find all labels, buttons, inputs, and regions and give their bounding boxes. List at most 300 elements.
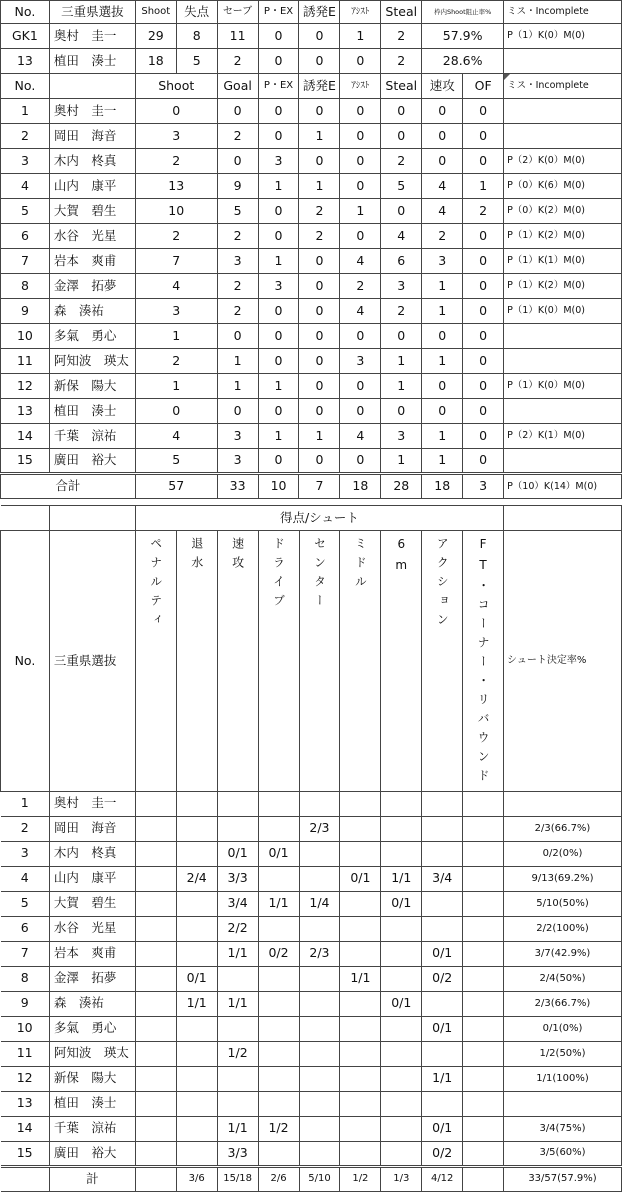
totals-fastbreak: 18 <box>422 474 463 499</box>
player-of: 0 <box>463 249 504 274</box>
shot-row <box>1 791 622 816</box>
totals-miss: P（10）K(14）M(0) <box>504 474 622 499</box>
header-shoot: Shoot <box>135 1 176 24</box>
player-steal: 4 <box>381 224 422 249</box>
shot-cell <box>340 991 381 1016</box>
shot-cell <box>422 816 463 841</box>
shot-name: 阿知波 瑛太 <box>49 1041 135 1066</box>
blank-cell <box>504 506 622 531</box>
player-name: 木内 柊真 <box>49 149 135 174</box>
totals-shoot: 57 <box>135 474 217 499</box>
shot-cell <box>135 966 176 991</box>
shot-row <box>1 816 622 841</box>
player-induce: 0 <box>299 249 340 274</box>
player-fastbreak: 0 <box>422 149 463 174</box>
player-induce: 1 <box>299 124 340 149</box>
header-no: No. <box>1 1 50 24</box>
shot-column-header <box>381 531 422 792</box>
shot-cell <box>135 866 176 891</box>
shot-total-row <box>1 1166 622 1191</box>
gk-induce: 0 <box>299 49 340 74</box>
player-fastbreak: 0 <box>422 399 463 424</box>
shot-name: 森 湊祐 <box>49 991 135 1016</box>
gk-conceded: 5 <box>176 49 217 74</box>
shot-cell <box>299 791 340 816</box>
shot-cell: 0/2 <box>422 1141 463 1166</box>
shot-total-rate: 33/57(57.9%) <box>504 1166 622 1191</box>
shot-cell <box>463 816 504 841</box>
gk-block-rate: 57.9% <box>422 24 504 49</box>
player-row <box>1 299 622 324</box>
player-no: 4 <box>1 174 50 199</box>
player-no: 15 <box>1 449 50 474</box>
player-of: 0 <box>463 424 504 449</box>
gk-no: 13 <box>1 49 50 74</box>
player-of: 0 <box>463 374 504 399</box>
player-name: 山内 康平 <box>49 174 135 199</box>
shot-cell <box>381 1041 422 1066</box>
shot-cell <box>463 1091 504 1116</box>
player-goal: 2 <box>217 224 258 249</box>
player-no: 10 <box>1 324 50 349</box>
player-miss: P（1）K(0）M(0) <box>504 374 622 399</box>
shot-cell: 0/1 <box>258 841 299 866</box>
shot-cell <box>340 791 381 816</box>
shot-header-no: No. <box>1 531 50 792</box>
shot-cell <box>463 791 504 816</box>
player-name: 岩本 爽甫 <box>49 249 135 274</box>
player-no: 11 <box>1 349 50 374</box>
header-of: OF <box>463 74 504 99</box>
shot-no: 6 <box>1 916 50 941</box>
shot-cell <box>299 916 340 941</box>
shot-cell <box>381 1116 422 1141</box>
player-fastbreak: 0 <box>422 324 463 349</box>
player-of: 0 <box>463 349 504 374</box>
player-name: 森 湊祐 <box>49 299 135 324</box>
player-assist: 0 <box>340 99 381 124</box>
shot-cell: 1/4 <box>299 891 340 916</box>
gk-miss <box>504 49 622 74</box>
shot-no: 8 <box>1 966 50 991</box>
shot-no: 4 <box>1 866 50 891</box>
player-pex: 1 <box>258 174 299 199</box>
player-steal: 1 <box>381 349 422 374</box>
player-row <box>1 399 622 424</box>
shot-total-cell: 4/12 <box>422 1166 463 1191</box>
player-pex: 0 <box>258 324 299 349</box>
shot-no: 14 <box>1 1116 50 1141</box>
shot-cell <box>258 991 299 1016</box>
header-block-rate: 枠内Shoot阻止率% <box>422 1 504 24</box>
gk-block-rate: 28.6% <box>422 49 504 74</box>
player-assist: 0 <box>340 399 381 424</box>
shot-cell <box>217 966 258 991</box>
gk-shoot: 29 <box>135 24 176 49</box>
shot-name: 奥村 圭一 <box>49 791 135 816</box>
shot-cell <box>217 1016 258 1041</box>
shot-cell <box>463 841 504 866</box>
header-assist: ｱｼｽﾄ <box>340 74 381 99</box>
player-miss: P（0）K(6）M(0) <box>504 174 622 199</box>
player-shoot: 2 <box>135 349 217 374</box>
player-shoot: 2 <box>135 149 217 174</box>
header-save: セーブ <box>217 1 258 24</box>
shot-row <box>1 841 622 866</box>
player-assist: 0 <box>340 374 381 399</box>
player-steal: 2 <box>381 149 422 174</box>
shot-cell <box>299 1091 340 1116</box>
player-goal: 2 <box>217 124 258 149</box>
shot-row <box>1 1066 622 1091</box>
player-goal: 3 <box>217 424 258 449</box>
player-miss <box>504 349 622 374</box>
player-induce: 0 <box>299 399 340 424</box>
shot-column-header <box>217 531 258 792</box>
player-row <box>1 324 622 349</box>
shot-cell <box>422 841 463 866</box>
shot-cell <box>135 991 176 1016</box>
shot-cell: 2/3 <box>299 816 340 841</box>
shot-cell <box>258 1141 299 1166</box>
shot-cell <box>463 966 504 991</box>
player-fastbreak: 1 <box>422 299 463 324</box>
player-assist: 0 <box>340 149 381 174</box>
shot-rate: 3/7(42.9%) <box>504 941 622 966</box>
shot-row <box>1 1116 622 1141</box>
shot-row <box>1 916 622 941</box>
gk-shoot: 18 <box>135 49 176 74</box>
player-miss: P（1）K(2）M(0) <box>504 274 622 299</box>
shot-rate: 0/1(0%) <box>504 1016 622 1041</box>
gk-induce: 0 <box>299 24 340 49</box>
shot-cell <box>422 1041 463 1066</box>
shot-cell <box>381 1066 422 1091</box>
shot-cell <box>381 916 422 941</box>
shot-no: 5 <box>1 891 50 916</box>
player-of: 0 <box>463 124 504 149</box>
player-shoot: 10 <box>135 199 217 224</box>
header-assist: ｱｼｽﾄ <box>340 1 381 24</box>
shot-cell: 1/1 <box>340 966 381 991</box>
shot-rate: 5/10(50%) <box>504 891 622 916</box>
shot-cell: 1/2 <box>217 1041 258 1066</box>
shot-total-cell: 2/6 <box>258 1166 299 1191</box>
player-miss <box>504 399 622 424</box>
player-shoot: 4 <box>135 274 217 299</box>
player-row <box>1 124 622 149</box>
shot-cell <box>258 1041 299 1066</box>
player-of: 0 <box>463 299 504 324</box>
player-goal: 0 <box>217 99 258 124</box>
shot-cell <box>340 1041 381 1066</box>
shot-rate: 9/13(69.2%) <box>504 866 622 891</box>
totals-steal: 28 <box>381 474 422 499</box>
shot-cell <box>135 1116 176 1141</box>
shot-name: 岩本 爽甫 <box>49 941 135 966</box>
player-miss: P（1）K(1）M(0) <box>504 249 622 274</box>
shot-cell: 1/1 <box>176 991 217 1016</box>
shot-cell <box>135 941 176 966</box>
shot-cell: 0/2 <box>422 966 463 991</box>
shot-name: 多氣 勇心 <box>49 1016 135 1041</box>
player-no: 1 <box>1 99 50 124</box>
shot-cell: 0/1 <box>381 991 422 1016</box>
shot-row <box>1 1041 622 1066</box>
shot-cell <box>135 1016 176 1041</box>
shot-cell <box>463 1116 504 1141</box>
shot-cell: 0/1 <box>340 866 381 891</box>
shot-column-header <box>422 531 463 792</box>
gk-header-row <box>1 1 622 24</box>
shot-no: 1 <box>1 791 50 816</box>
player-row <box>1 424 622 449</box>
shot-cell: 0/1 <box>217 841 258 866</box>
player-no: 6 <box>1 224 50 249</box>
header-fastbreak: 速攻 <box>422 74 463 99</box>
shot-cell <box>135 841 176 866</box>
shot-cell: 2/3 <box>299 941 340 966</box>
shot-cell <box>176 1141 217 1166</box>
totals-row <box>1 474 622 499</box>
shot-cell <box>299 866 340 891</box>
shot-column-label: センター <box>312 537 327 613</box>
shot-cell <box>381 791 422 816</box>
player-of: 0 <box>463 99 504 124</box>
shot-cell <box>135 1041 176 1066</box>
shot-cell <box>176 791 217 816</box>
shot-name: 大賀 碧生 <box>49 891 135 916</box>
shot-cell <box>463 991 504 1016</box>
shot-cell <box>422 791 463 816</box>
player-assist: 0 <box>340 124 381 149</box>
player-row <box>1 199 622 224</box>
player-no: 3 <box>1 149 50 174</box>
shot-header-team: 三重県選抜 <box>49 531 135 792</box>
shot-total-label: 計 <box>49 1166 135 1191</box>
shot-cell <box>463 891 504 916</box>
shot-cell <box>381 1141 422 1166</box>
player-shoot: 0 <box>135 99 217 124</box>
shot-cell <box>217 1091 258 1116</box>
shot-cell: 1/1 <box>217 941 258 966</box>
gk-assist: 1 <box>340 24 381 49</box>
player-fastbreak: 0 <box>422 99 463 124</box>
shot-cell <box>258 816 299 841</box>
shot-cell <box>381 841 422 866</box>
player-steal: 3 <box>381 274 422 299</box>
header-no: No. <box>1 74 50 99</box>
player-no: 9 <box>1 299 50 324</box>
player-row <box>1 374 622 399</box>
shot-cell: 1/1 <box>381 866 422 891</box>
player-pex: 0 <box>258 299 299 324</box>
player-name: 植田 湊士 <box>49 399 135 424</box>
player-shoot: 2 <box>135 224 217 249</box>
shot-rate: 0/2(0%) <box>504 841 622 866</box>
gk-save: 2 <box>217 49 258 74</box>
player-induce: 1 <box>299 424 340 449</box>
player-induce: 0 <box>299 99 340 124</box>
shot-no: 10 <box>1 1016 50 1041</box>
player-name: 廣田 裕大 <box>49 449 135 474</box>
shot-cell <box>299 966 340 991</box>
shot-cell <box>299 1116 340 1141</box>
shot-total-cell <box>135 1166 176 1191</box>
gk-row <box>1 24 622 49</box>
player-goal: 3 <box>217 449 258 474</box>
shot-cell <box>381 816 422 841</box>
shot-cell: 3/4 <box>217 891 258 916</box>
player-pex: 0 <box>258 124 299 149</box>
shot-cell: 1/1 <box>258 891 299 916</box>
player-miss: P（1）K(0）M(0) <box>504 299 622 324</box>
shot-cell <box>340 941 381 966</box>
player-goal: 0 <box>217 399 258 424</box>
shot-cell <box>463 916 504 941</box>
header-steal: Steal <box>381 74 422 99</box>
player-miss <box>504 99 622 124</box>
shot-cell <box>176 1116 217 1141</box>
player-of: 1 <box>463 174 504 199</box>
field-header-row <box>1 74 622 99</box>
player-shoot: 3 <box>135 124 217 149</box>
player-fastbreak: 1 <box>422 349 463 374</box>
player-shoot: 3 <box>135 299 217 324</box>
shot-column-header <box>258 531 299 792</box>
player-pex: 0 <box>258 224 299 249</box>
player-steal: 0 <box>381 124 422 149</box>
shot-cell <box>258 966 299 991</box>
shot-cell: 1/1 <box>217 991 258 1016</box>
player-name: 奥村 圭一 <box>49 99 135 124</box>
player-name: 岡田 海音 <box>49 124 135 149</box>
player-shoot: 1 <box>135 324 217 349</box>
shot-rate: 2/3(66.7%) <box>504 991 622 1016</box>
shot-name: 水谷 光星 <box>49 916 135 941</box>
player-no: 8 <box>1 274 50 299</box>
player-fastbreak: 4 <box>422 199 463 224</box>
shot-cell <box>340 1016 381 1041</box>
shot-rate: 2/4(50%) <box>504 966 622 991</box>
player-assist: 1 <box>340 199 381 224</box>
player-name: 千葉 涼祐 <box>49 424 135 449</box>
gk-steal: 2 <box>381 49 422 74</box>
player-goal: 1 <box>217 374 258 399</box>
player-pex: 1 <box>258 249 299 274</box>
header-shoot: Shoot <box>135 74 217 99</box>
player-shoot: 0 <box>135 399 217 424</box>
gk-assist: 0 <box>340 49 381 74</box>
header-pex: P・EX <box>258 1 299 24</box>
header-team: 三重県選抜 <box>49 1 135 24</box>
header-goal: Goal <box>217 74 258 99</box>
shot-column-label: FT・コーナー・リバウンド <box>476 537 491 788</box>
shot-cell <box>176 816 217 841</box>
header-pex: P・EX <box>258 74 299 99</box>
player-steal: 1 <box>381 449 422 474</box>
shot-rate: 3/5(60%) <box>504 1141 622 1166</box>
shot-cell <box>258 791 299 816</box>
player-goal: 5 <box>217 199 258 224</box>
shot-rate: 1/1(100%) <box>504 1066 622 1091</box>
shot-cell <box>340 1116 381 1141</box>
shot-cell <box>299 1141 340 1166</box>
player-assist: 2 <box>340 274 381 299</box>
shot-total-cell: 3/6 <box>176 1166 217 1191</box>
totals-goal: 33 <box>217 474 258 499</box>
shot-rate: 1/2(50%) <box>504 1041 622 1066</box>
player-of: 0 <box>463 274 504 299</box>
shot-cell <box>135 916 176 941</box>
player-pex: 0 <box>258 399 299 424</box>
header-steal: Steal <box>381 1 422 24</box>
shot-cell <box>340 841 381 866</box>
player-assist: 0 <box>340 449 381 474</box>
player-goal: 1 <box>217 349 258 374</box>
shot-cell <box>135 816 176 841</box>
shot-name: 金澤 拓夢 <box>49 966 135 991</box>
shot-column-header <box>463 531 504 792</box>
player-steal: 2 <box>381 299 422 324</box>
player-name: 多氣 勇心 <box>49 324 135 349</box>
stats-table <box>0 0 622 499</box>
shot-row <box>1 1091 622 1116</box>
player-assist: 0 <box>340 324 381 349</box>
shot-no: 12 <box>1 1066 50 1091</box>
shot-cell <box>381 966 422 991</box>
player-induce: 0 <box>299 324 340 349</box>
shot-no: 13 <box>1 1091 50 1116</box>
shot-cell <box>135 1066 176 1091</box>
shot-header-rate: シュート決定率% <box>504 531 622 792</box>
shot-total-cell: 5/10 <box>299 1166 340 1191</box>
header-induce: 誘発E <box>299 1 340 24</box>
player-miss: P（2）K(0）M(0) <box>504 149 622 174</box>
player-fastbreak: 1 <box>422 274 463 299</box>
shot-total-cell: 15/18 <box>217 1166 258 1191</box>
shot-cell: 1/1 <box>422 1066 463 1091</box>
shot-rate <box>504 1091 622 1116</box>
shot-cell: 0/1 <box>422 1016 463 1041</box>
gk-pex: 0 <box>258 24 299 49</box>
shot-row <box>1 991 622 1016</box>
shot-cell <box>176 1041 217 1066</box>
player-fastbreak: 1 <box>422 424 463 449</box>
player-shoot: 7 <box>135 249 217 274</box>
player-row <box>1 99 622 124</box>
shot-no: 7 <box>1 941 50 966</box>
shot-cell <box>381 941 422 966</box>
shot-cell <box>258 1016 299 1041</box>
shot-cell <box>463 1016 504 1041</box>
player-pex: 3 <box>258 274 299 299</box>
shot-name: 植田 湊士 <box>49 1091 135 1116</box>
shot-cell <box>258 866 299 891</box>
shot-no: 15 <box>1 1141 50 1166</box>
player-pex: 1 <box>258 374 299 399</box>
player-steal: 0 <box>381 99 422 124</box>
shot-cell <box>135 1091 176 1116</box>
shot-no: 9 <box>1 991 50 1016</box>
player-fastbreak: 0 <box>422 374 463 399</box>
gk-name: 植田 湊士 <box>49 49 135 74</box>
player-pex: 0 <box>258 99 299 124</box>
header-blank <box>49 74 135 99</box>
player-row <box>1 249 622 274</box>
shot-cell <box>176 916 217 941</box>
shot-cell: 0/1 <box>422 1116 463 1141</box>
